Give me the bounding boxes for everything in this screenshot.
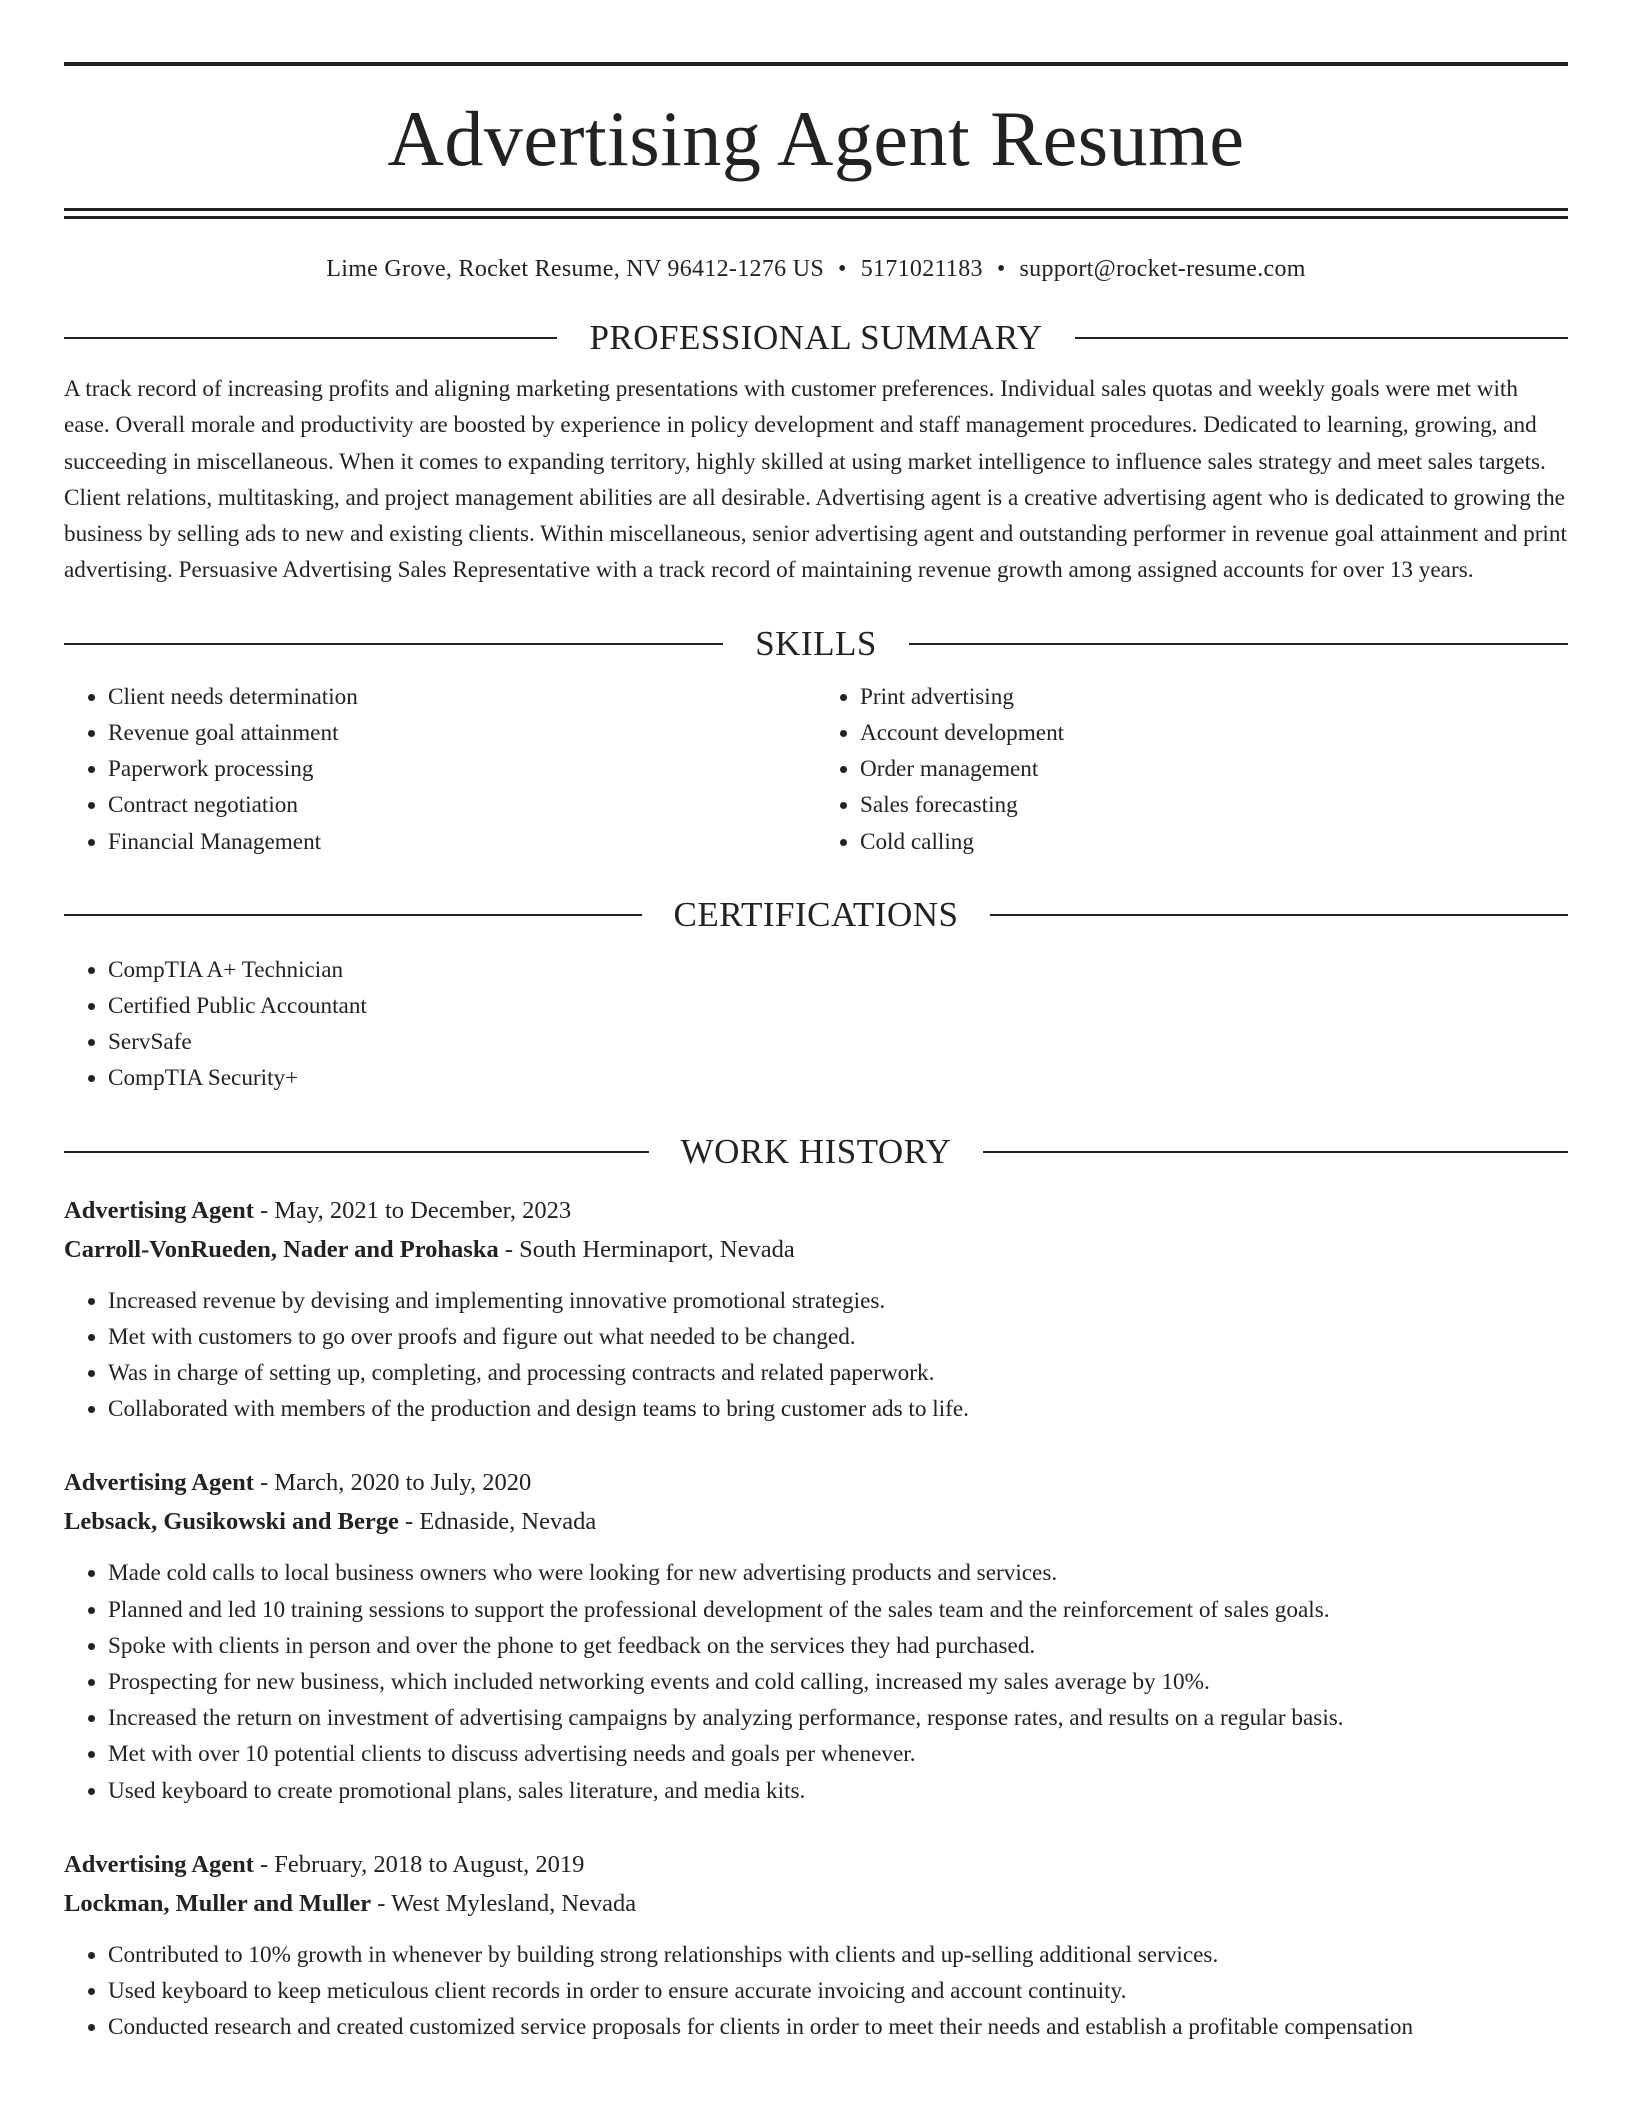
certifications-heading-row [64,894,1568,936]
job-company: Lebsack, Gusikowski and Berge [64,1508,399,1536]
job-bullet: • Made cold calls to local business owners who were looking for new advertising products and services. [108,1555,1568,1591]
summary-heading: PROFESSIONAL SUMMARY [589,318,1043,357]
job-title: Advertising Agent [64,1196,254,1224]
job-title-line: Advertising Agent - February, 2018 to August, 2019 [64,1850,585,1878]
skills-columns [64,679,1568,860]
contact-address: Lime Grove, Rocket Resume, NV 96412-1276 US [326,256,825,282]
certification-item: • Certified Public Accountant [108,988,1568,1024]
certification-item: • CompTIA A+ Technician [108,952,1568,988]
job-dates: February, 2018 to August, 2019 [274,1850,585,1878]
job-bullet: • Contributed to 10% growth in whenever by building strong relationships with clients and up-selling additional services. [108,1937,1568,1973]
skills-list-right [816,679,1568,860]
certifications-list [64,952,1568,1097]
heading-rule [990,914,1568,916]
job-bullets [64,1555,1568,1808]
certifications-heading: CERTIFICATIONS [673,894,959,934]
job-bullet: • Used keyboard to keep meticulous client records in order to ensure accurate invoicing and account continuity. [108,1973,1568,2009]
title-double-rule [64,208,1568,219]
job-title-line: Advertising Agent - March, 2020 to July, 2020 [64,1469,532,1497]
contact-line [64,256,1568,283]
summary-text: A track record of increasing profits and aligning marketing presentations with customer preferences. Individual sales quotas and weekly goals were met with ease. Overall morale and productivity are boosted by experience in policy development and staff management procedures. Dedicated to learning, growing, and succeeding in miscellaneous. When it comes to expanding territory, highly skilled at using market intelligence to influence sales strategy and meet sales targets. Client relations, multitasking, and project management abilities are all desirable. Advertising agent is a creative advertising agent who is dedicated to growing the business by selling ads to new and existing clients. Within miscellaneous, senior advertising agent and outstanding performer in revenue goal attainment and print advertising. Persuasive Advertising Sales Representative with a track record of maintaining revenue growth among assigned accounts for over 13 years. [64,376,1567,584]
job-bullet: • Conducted research and created customized service proposals for clients in order to meet their needs and establish a profitable compensation [108,2009,1568,2045]
job-bullet: • Was in charge of setting up, completing, and processing contracts and related paperwork. [108,1355,1568,1391]
certification-item: • ServSafe [108,1024,1568,1060]
work-heading-row [64,1131,1568,1173]
skill-item: • Account development [860,715,1568,751]
heading-rule [909,643,1568,645]
job-bullet: • Increased the return on investment of advertising campaigns by analyzing performance, response rates, and results on a regular basis. [108,1700,1568,1736]
certification-item: • CompTIA Security+ [108,1060,1568,1096]
work-heading: WORK HISTORY [680,1131,952,1171]
job-dates: May, 2021 to December, 2023 [274,1196,572,1224]
job-bullet: • Used keyboard to create promotional plans, sales literature, and media kits. [108,1773,1568,1809]
summary-heading-row [64,317,1568,359]
job-company: Lockman, Muller and Muller [64,1889,372,1917]
contact-phone: 5171021183 [860,256,983,282]
page-title: Advertising Agent Resume [387,95,1245,182]
job-bullet: • Collaborated with members of the production and design teams to bring customer ads to life. [108,1391,1568,1427]
contact-separator: • [996,256,1006,282]
job-bullet: • Increased revenue by devising and implementing innovative promotional strategies. [108,1283,1568,1319]
job-company-line: Carroll-VonRueden, Nader and Prohaska - South Herminaport, Nevada [64,1235,795,1263]
job-bullet: • Met with over 10 potential clients to discuss advertising needs and goals per whenever. [108,1736,1568,1772]
heading-rule [64,914,642,916]
job-company: Carroll-VonRueden, Nader and Prohaska [64,1235,499,1263]
heading-rule [1075,337,1568,339]
job-bullet: • Planned and led 10 training sessions to support the professional development of the sales team and the reinforcement of sales goals. [108,1592,1568,1628]
contact-email: support@rocket-resume.com [1019,256,1306,282]
job-entry [64,1191,1568,1428]
skills-heading: SKILLS [755,623,877,663]
skill-item: • Order management [860,751,1568,787]
job-title: Advertising Agent [64,1469,254,1497]
job-entry [64,1463,1568,1808]
skills-heading-row [64,623,1568,665]
job-location: Ednaside, Nevada [419,1508,597,1536]
skill-item: • Print advertising [860,679,1568,715]
top-rule [64,62,1568,66]
skill-item: • Paperwork processing [108,751,816,787]
contact-separator: • [838,256,847,282]
job-location: West Mylesland, Nevada [391,1889,637,1917]
skill-item: • Financial Management [108,824,816,860]
heading-rule [64,643,723,645]
job-location: South Herminaport, Nevada [519,1235,795,1263]
heading-rule [983,1151,1568,1153]
job-title-line: Advertising Agent - May, 2021 to December, 2023 [64,1196,572,1224]
job-bullet: • Spoke with clients in person and over the phone to get feedback on the services they had purchased. [108,1628,1568,1664]
skill-item: • Sales forecasting [860,787,1568,823]
job-title: Advertising Agent [64,1850,254,1878]
job-bullet: • Prospecting for new business, which included networking events and cold calling, increased my sales average by 10%. [108,1664,1568,1700]
skill-item: • Revenue goal attainment [108,715,816,751]
skills-list-left [64,679,816,860]
heading-rule [64,1151,649,1153]
job-company-line: Lebsack, Gusikowski and Berge - Ednaside, Nevada [64,1508,597,1536]
job-bullet: • Met with customers to go over proofs and figure out what needed to be changed. [108,1319,1568,1355]
skill-item: • Cold calling [860,824,1568,860]
job-entry [64,1845,1568,2046]
resume-page [64,0,1568,2045]
heading-rule [64,337,557,339]
job-bullets [64,1937,1568,2046]
skill-item: • Contract negotiation [108,787,816,823]
skill-item: • Client needs determination [108,679,816,715]
job-company-line: Lockman, Muller and Muller - West Mylesland, Nevada [64,1889,637,1917]
job-bullets [64,1283,1568,1428]
job-dates: March, 2020 to July, 2020 [274,1469,532,1497]
